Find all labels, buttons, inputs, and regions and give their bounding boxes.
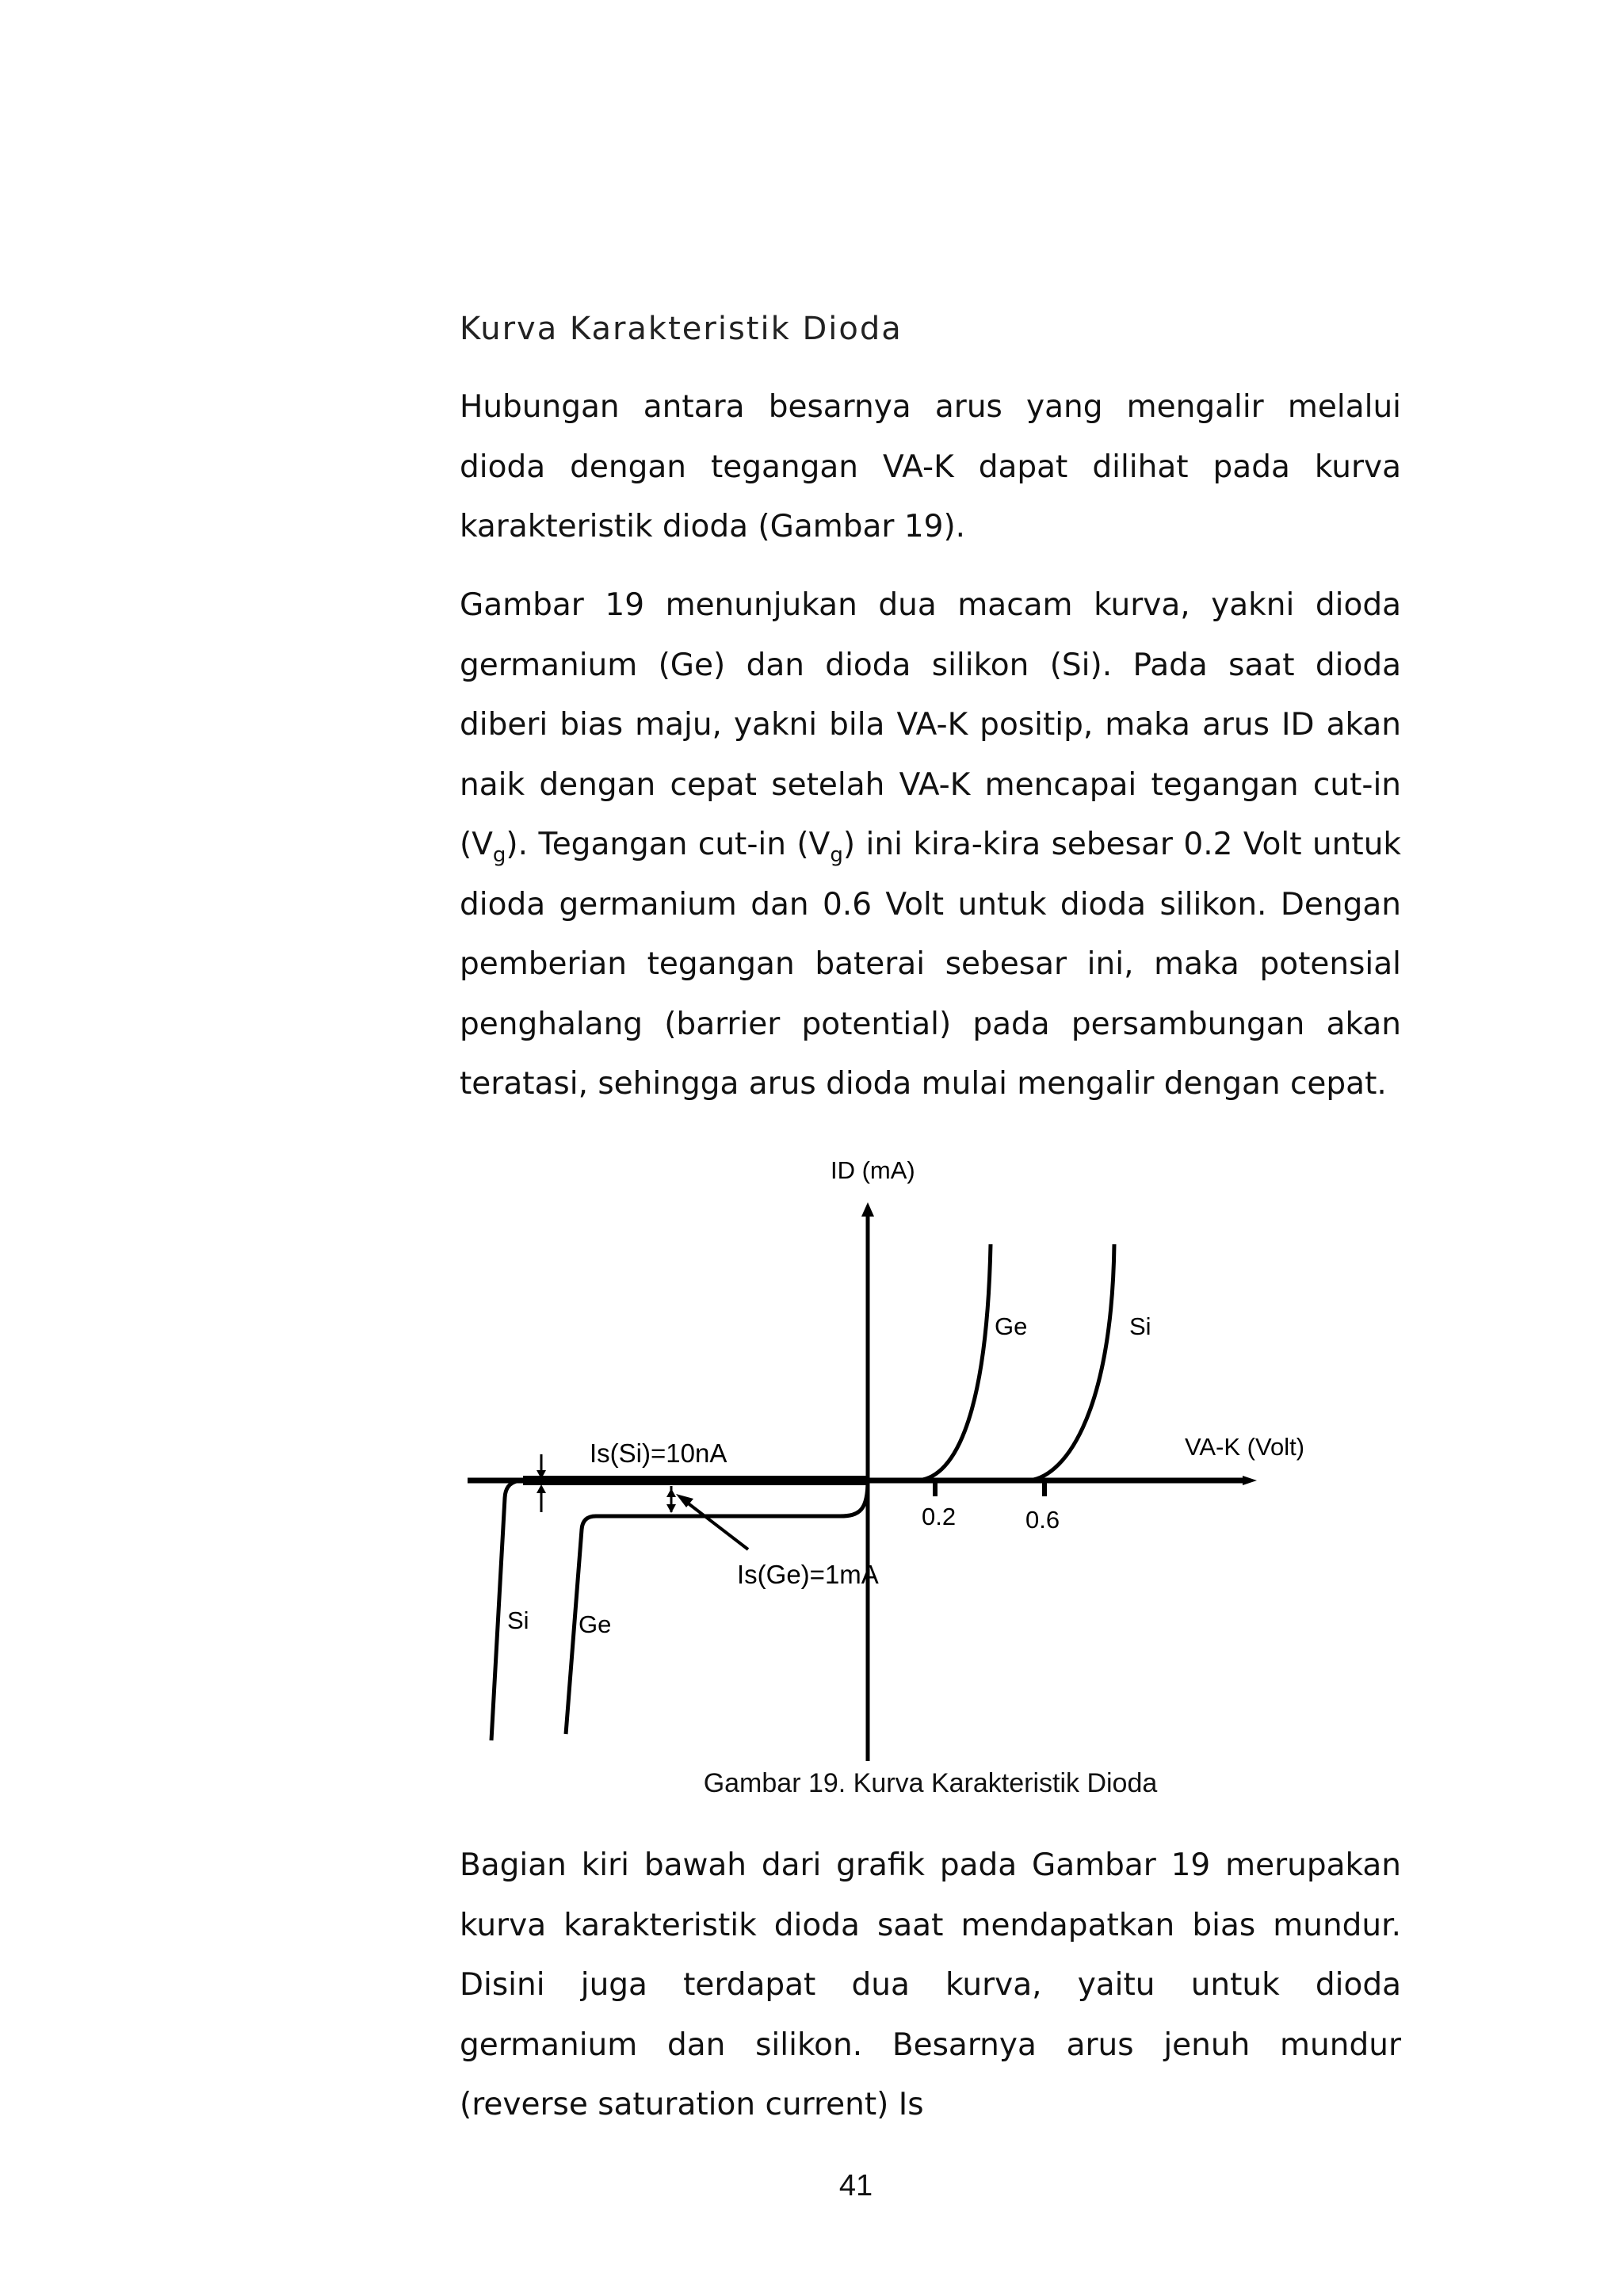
curve-ge-reverse [566, 1480, 868, 1734]
vg-subscript-1: g [492, 843, 506, 867]
para2-text-2: ). Tegangan cut-in (V [506, 827, 831, 862]
is-ge-arrowhead-up [666, 1488, 676, 1497]
curve-si-forward [1026, 1244, 1114, 1480]
vg-subscript-2: g [830, 843, 843, 867]
figure-caption: Gambar 19. Kurva Karakteristik Dioda [703, 1768, 1158, 1798]
x-axis-arrow [1243, 1476, 1257, 1485]
y-axis-label: ID (mA) [831, 1156, 915, 1184]
label-si-reverse: Si [507, 1606, 529, 1634]
tick-label-0.6: 0.6 [1025, 1506, 1060, 1534]
label-ge-forward: Ge [995, 1312, 1028, 1340]
page-number: 41 [838, 2169, 873, 2202]
is-si-arrowhead-up [537, 1484, 546, 1493]
tick-label-0.2: 0.2 [922, 1503, 957, 1530]
para2-text-1: Gambar 19 menunjukan dua macam kurva, yakni dioda germanium (Ge) dan dioda silikon (Si). Pada saat dioda diberi bias maju, yakni bila VA-K positip, maka arus ID akan naik dengan cepat setelah VA-K mencapai tegangan cut-in (V [460, 587, 1401, 862]
paragraph-reverse-bias: Bagian kiri bawah dari grafik pada Gambar 19 merupakan kurva karakteristik dioda saat mendapatkan bias mundur. Disini juga terdapat dua kurva, yaitu untuk dioda germanium dan silikon. Besarnya arus jenuh mundur (reverse saturation current) Is [460, 1847, 1401, 2122]
label-ge-reverse: Ge [579, 1610, 612, 1638]
curve-si-reverse [491, 1480, 868, 1740]
paragraph-intro: Hubungan antara besarnya arus yang mengalir melalui dioda dengan tegangan VA-K dapat dilihat pada kurva karakteristik dioda (Gambar 19). [460, 389, 1401, 544]
diode-characteristic-figure [444, 1141, 1339, 1775]
section-heading: Kurva Karakteristik Dioda [460, 311, 903, 347]
is-ge-pointer-line [683, 1499, 748, 1549]
curve-ge-forward [915, 1244, 991, 1480]
para2-text-3: ) ini kira-kira sebesar 0.2 Volt untuk dioda germanium dan 0.6 Volt untuk dioda silikon. Dengan pemberian tegangan baterai sebesar ini, maka potensial penghalang (barrier potential) pada persambungan akan teratasi, sehingga arus dioda mulai mengalir dengan cepat. [460, 827, 1401, 1102]
y-axis-arrow [861, 1202, 874, 1217]
paragraph-forward-bias [460, 575, 1401, 1114]
label-is-si: Is(Si)=10nA [590, 1438, 727, 1468]
label-si-forward: Si [1129, 1312, 1151, 1340]
label-is-ge: Is(Ge)=1mA [737, 1560, 879, 1589]
x-axis-label: VA-K (Volt) [1185, 1433, 1305, 1461]
